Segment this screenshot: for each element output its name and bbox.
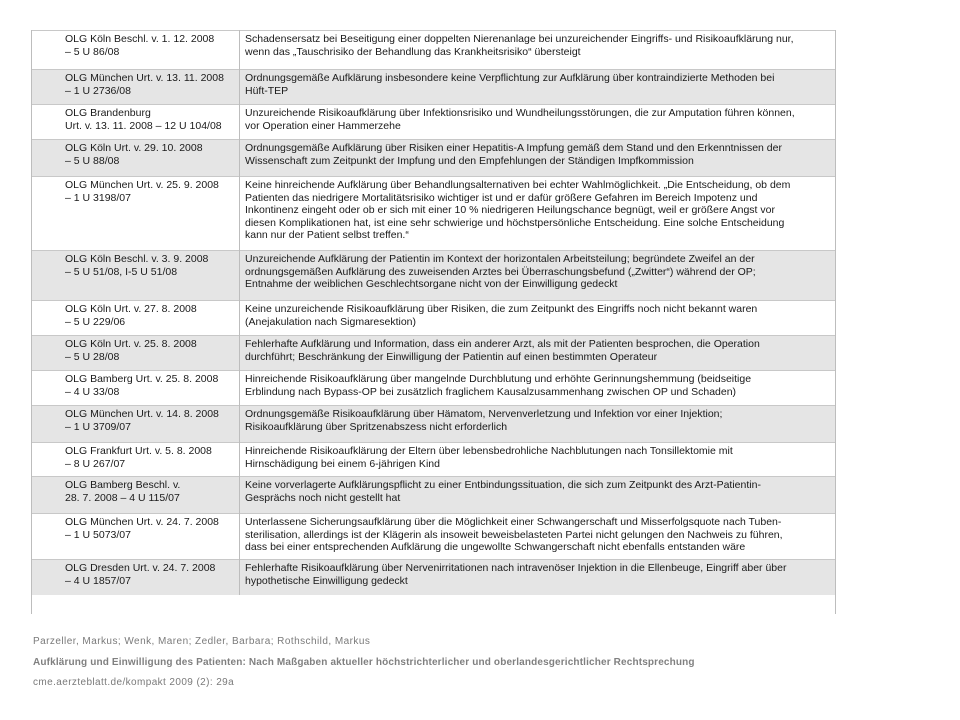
ruling-summary-line: Keine hinreichende Aufklärung über Behandlungsalternativen bei echter Wahlmöglichkeit. „Die Entscheidung, ob dem [245,179,791,191]
case-reference-cell [32,31,240,70]
ruling-summary-line: Unzureichende Risikoaufklärung über Infektionsrisiko und Wundheilungsstörungen, die zur Amputation führen können, [245,107,795,119]
table-row [32,105,835,140]
ruling-summary-line: sterilisation, allerdings ist der Klägerin als insoweit beweisbelasteten Partei nicht gelungen den Nachweis zu führen, [245,528,783,541]
ruling-summary-line: vor Operation einer Hammerzehe [245,119,401,132]
ruling-summary-line: Fehlerhafte Risikoaufklärung über Nervenirritationen nach intravenöser Injektion in die Ellenbeuge, Eingriff aber über [245,562,787,574]
case-reference-line: – 1 U 2736/08 [65,84,131,97]
ruling-summary-line: Risikoaufklärung über Spritzenabszess nicht erforderlich [245,420,508,433]
ruling-summary-cell [240,406,836,443]
table-row [32,301,835,336]
case-reference-line: OLG Köln Beschl. v. 1. 12. 2008 [65,33,215,45]
ruling-summary-cell [240,477,836,514]
ruling-summary-line: Ordnungsgemäße Aufklärung über Risiken einer Hepatitis-A Impfung gemäß dem Stand und den Erkenntnissen der [245,142,782,154]
case-reference-line: OLG Bamberg Urt. v. 25. 8. 2008 [65,373,219,385]
table-row [32,560,835,595]
ruling-summary-line: wenn das „Tauschrisiko der Behandlung das Krankheitsrisiko“ übersteigt [245,45,581,58]
case-reference-cell [32,514,240,560]
case-reference-line: – 1 U 3198/07 [65,191,131,204]
case-reference-line: OLG München Urt. v. 13. 11. 2008 [65,72,224,84]
table-row [32,514,835,560]
ruling-summary-line: Schadensersatz bei Beseitigung einer doppelten Nierenanlage bei unzureichender Eingriffs- und Risikoaufklärung nur, [245,33,794,45]
ruling-summary-line: Ordnungsgemäße Risikoaufklärung über Hämatom, Nervenverletzung und Infektion vor einer Injektion; [245,408,723,420]
case-reference-line: – 5 U 88/08 [65,154,120,167]
ruling-summary-line: durchführt; Beschränkung der Einwilligung der Patientin auf einen bestimmten Operateur [245,350,658,363]
case-reference-cell [32,371,240,406]
citation-authors: Parzeller, Markus; Wenk, Maren; Zedler, Barbara; Rothschild, Markus [33,636,371,647]
case-reference-line: – 1 U 5073/07 [65,528,131,541]
ruling-summary-line: Entnahme der weiblichen Geschlechtsorgane nicht von der Einwilligung gedeckt [245,278,618,291]
ruling-summary-cell [240,443,836,477]
case-reference-line: OLG Köln Beschl. v. 3. 9. 2008 [65,253,209,265]
table-row [32,177,835,251]
ruling-summary-line: Erblindung nach Bypass-OP bei zusätzlich fraglichem Kausalzusammenhang zwischen OP und Schaden) [245,385,737,398]
case-reference-line: OLG Köln Urt. v. 27. 8. 2008 [65,303,197,315]
ruling-summary-line: (Anejakulation nach Sigmaresektion) [245,315,417,328]
ruling-summary-cell [240,301,836,336]
case-reference-line: – 1 U 3709/07 [65,420,131,433]
case-reference-cell [32,105,240,140]
case-reference-line: – 4 U 1857/07 [65,574,131,587]
ruling-summary-line: Patienten das niedrigere Mortalitätsrisiko wichtiger ist und er dafür größere Gefahren im Bereich Impotenz und [245,191,758,204]
ruling-summary-cell [240,140,836,177]
table-row [32,70,835,105]
case-reference-line: – 8 U 267/07 [65,457,126,470]
table-row [32,371,835,406]
ruling-summary-line: Ordnungsgemäße Aufklärung insbesondere keine Verpflichtung zur Aufklärung über kontraindizierte Methoden bei [245,72,775,84]
table-row [32,477,835,514]
ruling-summary-cell [240,371,836,406]
case-reference-cell [32,443,240,477]
case-reference-line: 28. 7. 2008 – 4 U 115/07 [65,491,180,504]
case-reference-cell [32,251,240,301]
case-table [32,30,835,595]
case-reference-line: – 5 U 28/08 [65,350,120,363]
case-reference-line: OLG Brandenburg [65,107,151,119]
ruling-summary-line: Keine unzureichende Risikoaufklärung über Risiken, die zum Zeitpunkt des Eingriffs noch nicht bekannt waren [245,303,758,315]
ruling-summary-line: Unzureichende Aufklärung der Patientin im Kontext der horizontalen Arbeitsteilung; begründete Zweifel an der [245,253,755,265]
ruling-summary-cell [240,177,836,251]
table-row [32,406,835,443]
case-reference-cell [32,406,240,443]
table-row [32,336,835,371]
case-reference-cell [32,177,240,251]
citation-title: Aufklärung und Einwilligung des Patienten: Nach Maßgaben aktueller höchstrichterlicher und oberlandesgerichtlicher Rechtsprechung [33,657,695,668]
case-law-table [31,30,836,614]
case-reference-line: OLG Dresden Urt. v. 24. 7. 2008 [65,562,216,574]
case-reference-line: OLG München Urt. v. 14. 8. 2008 [65,408,219,420]
ruling-summary-cell [240,514,836,560]
ruling-summary-line: Hinreichende Risikoaufklärung der Eltern über lebensbedrohliche Nachblutungen nach Tonsillektomie mit [245,445,733,457]
table-row [32,31,835,70]
case-reference-line: OLG Köln Urt. v. 29. 10. 2008 [65,142,203,154]
ruling-summary-cell [240,31,836,70]
case-reference-line: – 5 U 51/08, I-5 U 51/08 [65,265,178,278]
case-reference-line: OLG Bamberg Beschl. v. [65,479,181,491]
ruling-summary-line: Inkontinenz eingeht oder ob er sich mit einer 10 % niedrigeren Heilungschance begnügt, weil er größere Angst vor [245,204,775,217]
case-reference-line: OLG München Urt. v. 25. 9. 2008 [65,179,219,191]
ruling-summary-cell [240,336,836,371]
case-reference-line: Urt. v. 13. 11. 2008 – 12 U 104/08 [65,119,222,132]
case-reference-line: – 4 U 33/08 [65,385,120,398]
ruling-summary-line: Hinreichende Risikoaufklärung über mangelnde Durchblutung und erhöhte Gerinnungshemmung (beidseitige [245,373,752,385]
case-reference-line: OLG Frankfurt Urt. v. 5. 8. 2008 [65,445,212,457]
case-reference-cell [32,70,240,105]
ruling-summary-line: Hüft-TEP [245,84,289,97]
case-reference-line: – 5 U 229/06 [65,315,126,328]
ruling-summary-cell [240,70,836,105]
ruling-summary-line: diesen Komplikationen hat, ist eine sehr schwierige und höchstpersönliche Entscheidung. Eine solche Entscheidung [245,216,785,229]
case-reference-line: OLG München Urt. v. 24. 7. 2008 [65,516,219,528]
ruling-summary-line: Wissenschaft zum Zeitpunkt der Impfung und den Empfehlungen der Ständigen Impfkommission [245,154,694,167]
case-reference-cell [32,560,240,595]
table-row [32,140,835,177]
ruling-summary-cell [240,251,836,301]
table-row [32,251,835,301]
ruling-summary-line: Gesprächs noch nicht gestellt hat [245,491,401,504]
case-reference-cell [32,301,240,336]
ruling-summary-cell [240,560,836,595]
citation-source: cme.aerzteblatt.de/kompakt 2009 (2): 29a [33,677,235,688]
ruling-summary-line: Hirnschädigung bei einem 6-jährigen Kind [245,457,440,470]
ruling-summary-line: Keine vorverlagerte Aufklärungspflicht zu einer Entbindungssituation, die sich zum Zeitpunkt des Arzt-Patientin- [245,479,761,491]
case-reference-line: – 5 U 86/08 [65,45,120,58]
table-body [32,31,835,595]
table-row [32,443,835,477]
ruling-summary-line: Unterlassene Sicherungsaufklärung über die Möglichkeit einer Schwangerschaft und Misserfolgsquote nach Tuben- [245,516,782,528]
ruling-summary-line: dass bei einer entsprechenden Aufklärung die ungewollte Schwangerschaft nicht ebenfalls entstanden wäre [245,541,746,554]
case-reference-cell [32,140,240,177]
ruling-summary-line: Fehlerhafte Aufklärung und Information, dass ein anderer Arzt, als mit der Patienten besprochen, die Operation [245,338,760,350]
ruling-summary-line: kann nur der Patient selbst treffen.“ [245,229,409,242]
ruling-summary-cell [240,105,836,140]
ruling-summary-line: ordnungsgemäßen Aufklärung des zuweisenden Arztes bei Überraschungsbefund („Zwitter“) während der OP; [245,265,756,278]
case-reference-line: OLG Köln Urt. v. 25. 8. 2008 [65,338,197,350]
case-reference-cell [32,477,240,514]
case-reference-cell [32,336,240,371]
ruling-summary-line: hypothetische Einwilligung gedeckt [245,574,408,587]
